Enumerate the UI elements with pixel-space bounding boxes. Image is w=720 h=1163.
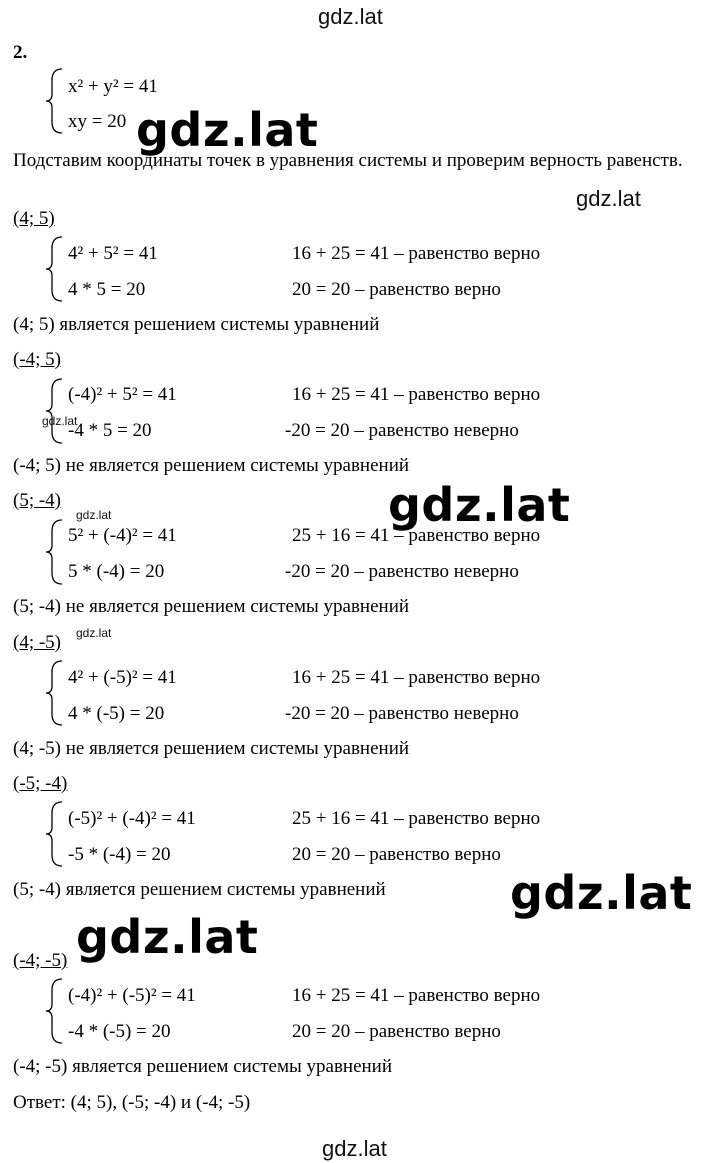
case-conclusion: (-4; 5) не является решением системы уравнений [13,455,410,476]
system-eq1: x² + y² = 41 [68,76,158,97]
case-brace [44,376,66,446]
watermark-big-2: gdz.lat [388,478,571,532]
case-check1: 16 + 25 = 41 – равенство верно [292,985,541,1006]
watermark-tiny-1: gdz.lat [42,414,78,428]
case-eq2: -5 * (-4) = 20 [68,844,171,865]
case-brace [44,517,66,587]
intro-text: Подставим координаты точек в уравнения системы и проверим верность равенств. [13,150,683,171]
case-point: (4; 5) [13,208,55,229]
case-eq1: (-4)² + 5² = 41 [68,384,177,405]
case-eq2: 4 * 5 = 20 [68,279,146,300]
case-check2: -20 = 20 – равенство неверно [285,561,519,582]
case-check2: 20 = 20 – равенство верно [292,1021,501,1042]
answer: Ответ: (4; 5), (-5; -4) и (-4; -5) [13,1092,251,1113]
case-check1: 16 + 25 = 41 – равенство верно [292,667,541,688]
system-eq2: xy = 20 [68,111,127,132]
watermark-big-1: gdz.lat [136,103,319,157]
case-point: (-5; -4) [13,773,68,794]
case-point: (-4; 5) [13,349,62,370]
case-check1: 16 + 25 = 41 – равенство верно [292,384,541,405]
system-brace [44,66,66,136]
case-point: (5; -4) [13,490,62,511]
case-check2: 20 = 20 – равенство верно [292,279,501,300]
case-eq1: 4² + 5² = 41 [68,243,158,264]
case-check2: 20 = 20 – равенство верно [292,844,501,865]
case-eq2: -4 * (-5) = 20 [68,1021,171,1042]
case-eq1: 4² + (-5)² = 41 [68,667,177,688]
case-point: (-4; -5) [13,950,68,971]
case-brace [44,234,66,304]
watermark-small-3: gdz.lat [76,626,112,640]
case-check1: 16 + 25 = 41 – равенство верно [292,243,541,264]
watermark-big-4: gdz.lat [76,910,259,964]
case-brace [44,658,66,728]
case-eq1: 5² + (-4)² = 41 [68,525,177,546]
case-conclusion: (4; 5) является решением системы уравнений [13,314,380,335]
case-eq1: (-5)² + (-4)² = 41 [68,808,196,829]
case-eq2: -4 * 5 = 20 [68,420,152,441]
case-conclusion: (-4; -5) является решением системы уравнений [13,1056,393,1077]
case-conclusion: (5; -4) является решением системы уравнений [13,879,386,900]
case-eq1: (-4)² + (-5)² = 41 [68,985,196,1006]
case-conclusion: (5; -4) не является решением системы уравнений [13,596,410,617]
case-brace [44,976,66,1046]
task-number: 2. [13,42,28,63]
watermark-small-2: gdz.lat [76,508,112,522]
case-check1: 25 + 16 = 41 – равенство верно [292,808,541,829]
watermark-right-small: gdz.lat [576,186,641,211]
case-point: (4; -5) [13,632,62,653]
watermark-big-3: gdz.lat [510,866,693,920]
case-conclusion: (4; -5) не является решением системы уравнений [13,738,410,759]
case-eq2: 5 * (-4) = 20 [68,561,165,582]
case-eq2: 4 * (-5) = 20 [68,703,165,724]
watermark-bottom: gdz.lat [322,1136,387,1161]
case-brace [44,799,66,869]
case-check2: -20 = 20 – равенство неверно [285,420,519,441]
watermark-top: gdz.lat [318,4,383,29]
case-check1: 25 + 16 = 41 – равенство верно [292,525,541,546]
case-check2: -20 = 20 – равенство неверно [285,703,519,724]
